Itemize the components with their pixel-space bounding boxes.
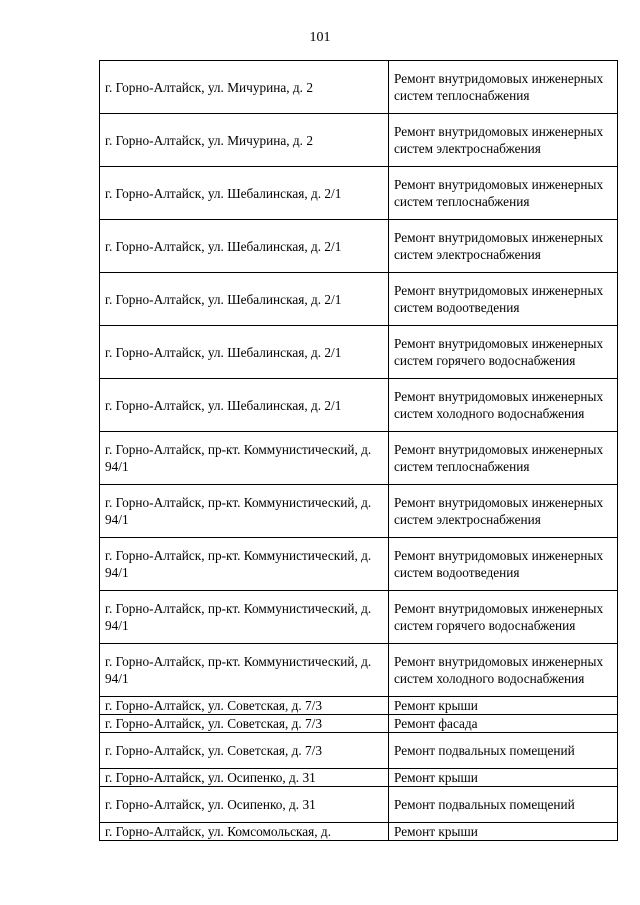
address-cell: г. Горно-Алтайск, пр-кт. Коммунистический, д. 94/1 — [100, 485, 389, 538]
table-row — [100, 733, 618, 769]
table-row — [100, 644, 618, 697]
work-cell: Ремонт внутридомовых инженерных систем холодного водоснабжения — [389, 644, 618, 697]
work-cell: Ремонт внутридомовых инженерных систем горячего водоснабжения — [389, 591, 618, 644]
work-cell: Ремонт внутридомовых инженерных систем теплоснабжения — [389, 167, 618, 220]
address-cell: г. Горно-Алтайск, ул. Шебалинская, д. 2/1 — [100, 220, 389, 273]
address-cell: г. Горно-Алтайск, ул. Шебалинская, д. 2/1 — [100, 167, 389, 220]
work-cell: Ремонт крыши — [389, 769, 618, 787]
work-cell: Ремонт внутридомовых инженерных систем горячего водоснабжения — [389, 326, 618, 379]
work-cell: Ремонт внутридомовых инженерных систем теплоснабжения — [389, 432, 618, 485]
work-cell: Ремонт фасада — [389, 715, 618, 733]
work-cell: Ремонт внутридомовых инженерных систем электроснабжения — [389, 485, 618, 538]
address-cell: г. Горно-Алтайск, ул. Комсомольская, д. — [100, 823, 389, 841]
address-cell: г. Горно-Алтайск, ул. Советская, д. 7/3 — [100, 733, 389, 769]
work-cell: Ремонт внутридомовых инженерных систем теплоснабжения — [389, 61, 618, 114]
table-row — [100, 591, 618, 644]
table-row — [100, 715, 618, 733]
address-cell: г. Горно-Алтайск, ул. Мичурина, д. 2 — [100, 114, 389, 167]
work-cell: Ремонт крыши — [389, 823, 618, 841]
address-cell: г. Горно-Алтайск, ул. Шебалинская, д. 2/1 — [100, 379, 389, 432]
table-row — [100, 326, 618, 379]
address-cell: г. Горно-Алтайск, ул. Осипенко, д. 31 — [100, 769, 389, 787]
work-cell: Ремонт подвальных помещений — [389, 787, 618, 823]
work-cell: Ремонт подвальных помещений — [389, 733, 618, 769]
table-row — [100, 432, 618, 485]
table-row — [100, 220, 618, 273]
address-cell: г. Горно-Алтайск, ул. Шебалинская, д. 2/1 — [100, 326, 389, 379]
table-row — [100, 167, 618, 220]
works-table — [99, 60, 618, 841]
address-cell: г. Горно-Алтайск, ул. Советская, д. 7/3 — [100, 715, 389, 733]
address-cell: г. Горно-Алтайск, пр-кт. Коммунистический, д. 94/1 — [100, 644, 389, 697]
work-cell: Ремонт внутридомовых инженерных систем водоотведения — [389, 538, 618, 591]
table-row — [100, 114, 618, 167]
table-row — [100, 823, 618, 841]
work-cell: Ремонт крыши — [389, 697, 618, 715]
address-cell: г. Горно-Алтайск, пр-кт. Коммунистический, д. 94/1 — [100, 591, 389, 644]
address-cell: г. Горно-Алтайск, пр-кт. Коммунистический, д. 94/1 — [100, 538, 389, 591]
table-row — [100, 697, 618, 715]
table-row — [100, 379, 618, 432]
table-row — [100, 485, 618, 538]
table-row — [100, 787, 618, 823]
work-cell: Ремонт внутридомовых инженерных систем холодного водоснабжения — [389, 379, 618, 432]
table-row — [100, 61, 618, 114]
address-cell: г. Горно-Алтайск, ул. Осипенко, д. 31 — [100, 787, 389, 823]
address-cell: г. Горно-Алтайск, пр-кт. Коммунистический, д. 94/1 — [100, 432, 389, 485]
address-cell: г. Горно-Алтайск, ул. Мичурина, д. 2 — [100, 61, 389, 114]
address-cell: г. Горно-Алтайск, ул. Шебалинская, д. 2/1 — [100, 273, 389, 326]
address-cell: г. Горно-Алтайск, ул. Советская, д. 7/3 — [100, 697, 389, 715]
work-cell: Ремонт внутридомовых инженерных систем водоотведения — [389, 273, 618, 326]
work-cell: Ремонт внутридомовых инженерных систем электроснабжения — [389, 114, 618, 167]
table-row — [100, 538, 618, 591]
page-number: 101 — [309, 30, 331, 45]
work-cell: Ремонт внутридомовых инженерных систем электроснабжения — [389, 220, 618, 273]
table-row — [100, 769, 618, 787]
table-row — [100, 273, 618, 326]
